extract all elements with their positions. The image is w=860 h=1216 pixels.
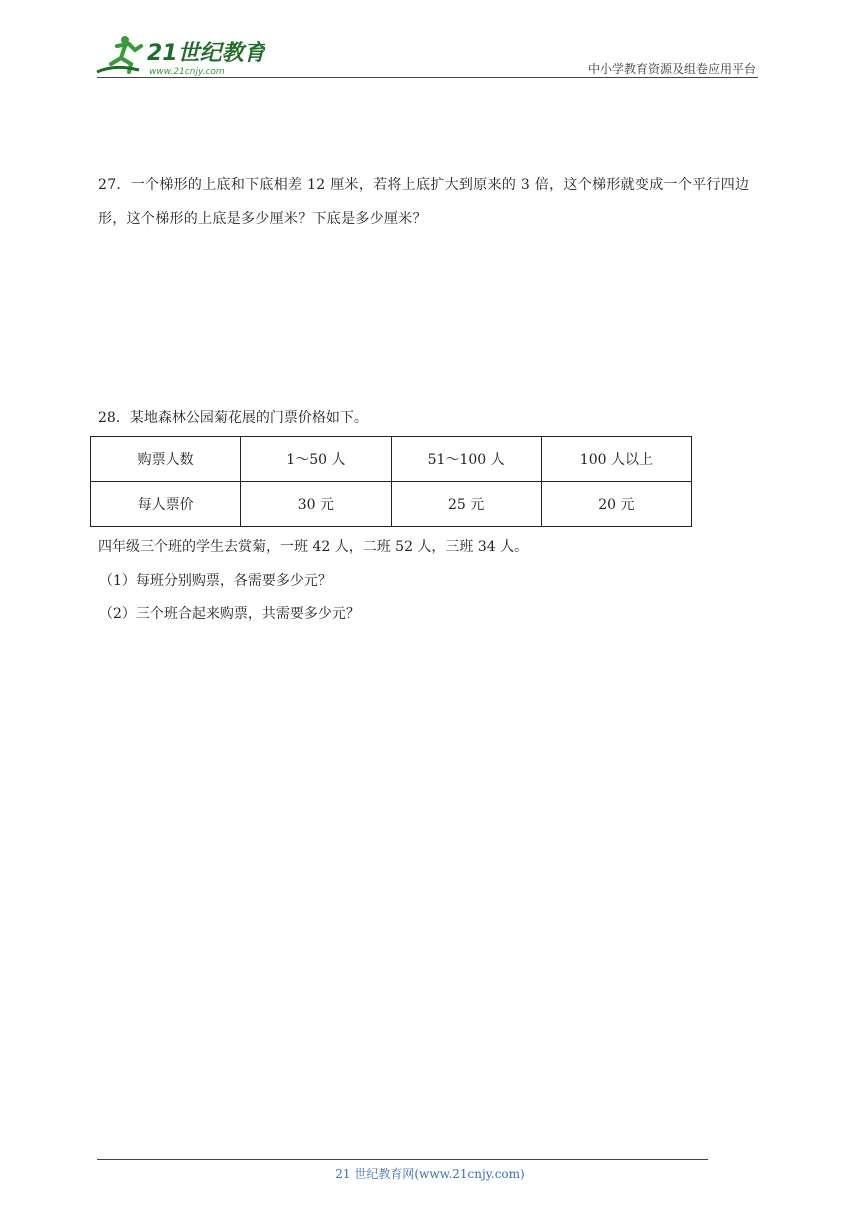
- logo-text: 21世纪教育: [147, 41, 265, 66]
- question-28-title: 28．某地森林公园菊花展的门票价格如下。: [98, 410, 368, 426]
- table-cell: 每人票价: [91, 482, 241, 527]
- table-cell: 51～100 人: [391, 437, 541, 482]
- table-cell: 1～50 人: [241, 437, 391, 482]
- question-28-sub2: （2）三个班合起来购票，共需要多少元？: [99, 606, 360, 622]
- table-cell: 25 元: [391, 482, 541, 527]
- site-logo: [95, 34, 265, 78]
- table-cell: 购票人数: [91, 437, 241, 482]
- table-cell: 30 元: [241, 482, 391, 527]
- logo-url: www.21cnjy.com: [149, 67, 225, 77]
- footer-link[interactable]: 21 世纪教育网(www.21cnjy.com): [335, 1167, 525, 1181]
- table-cell: 100 人以上: [541, 437, 691, 482]
- ticket-price-table: [90, 436, 692, 527]
- question-28-sub1: （1）每班分别购票，各需要多少元？: [99, 573, 332, 589]
- table-cell: 20 元: [541, 482, 691, 527]
- table-row: [91, 482, 692, 527]
- header-divider: [97, 77, 758, 78]
- runner-logo-icon: [95, 34, 265, 78]
- question-28-intro: 四年级三个班的学生去赏菊，一班 42 人，二班 52 人，三班 34 人。: [98, 539, 529, 555]
- footer-divider: [97, 1159, 708, 1160]
- table-row: [91, 437, 692, 482]
- header-tagline: 中小学教育资源及组卷应用平台: [587, 62, 756, 76]
- question-27: 27．一个梯形的上底和下底相差 12 厘米，若将上底扩大到原来的 3 倍，这个梯形就变成一个平行四边形，这个梯形的上底是多少厘米？下底是多少厘米？: [98, 177, 750, 227]
